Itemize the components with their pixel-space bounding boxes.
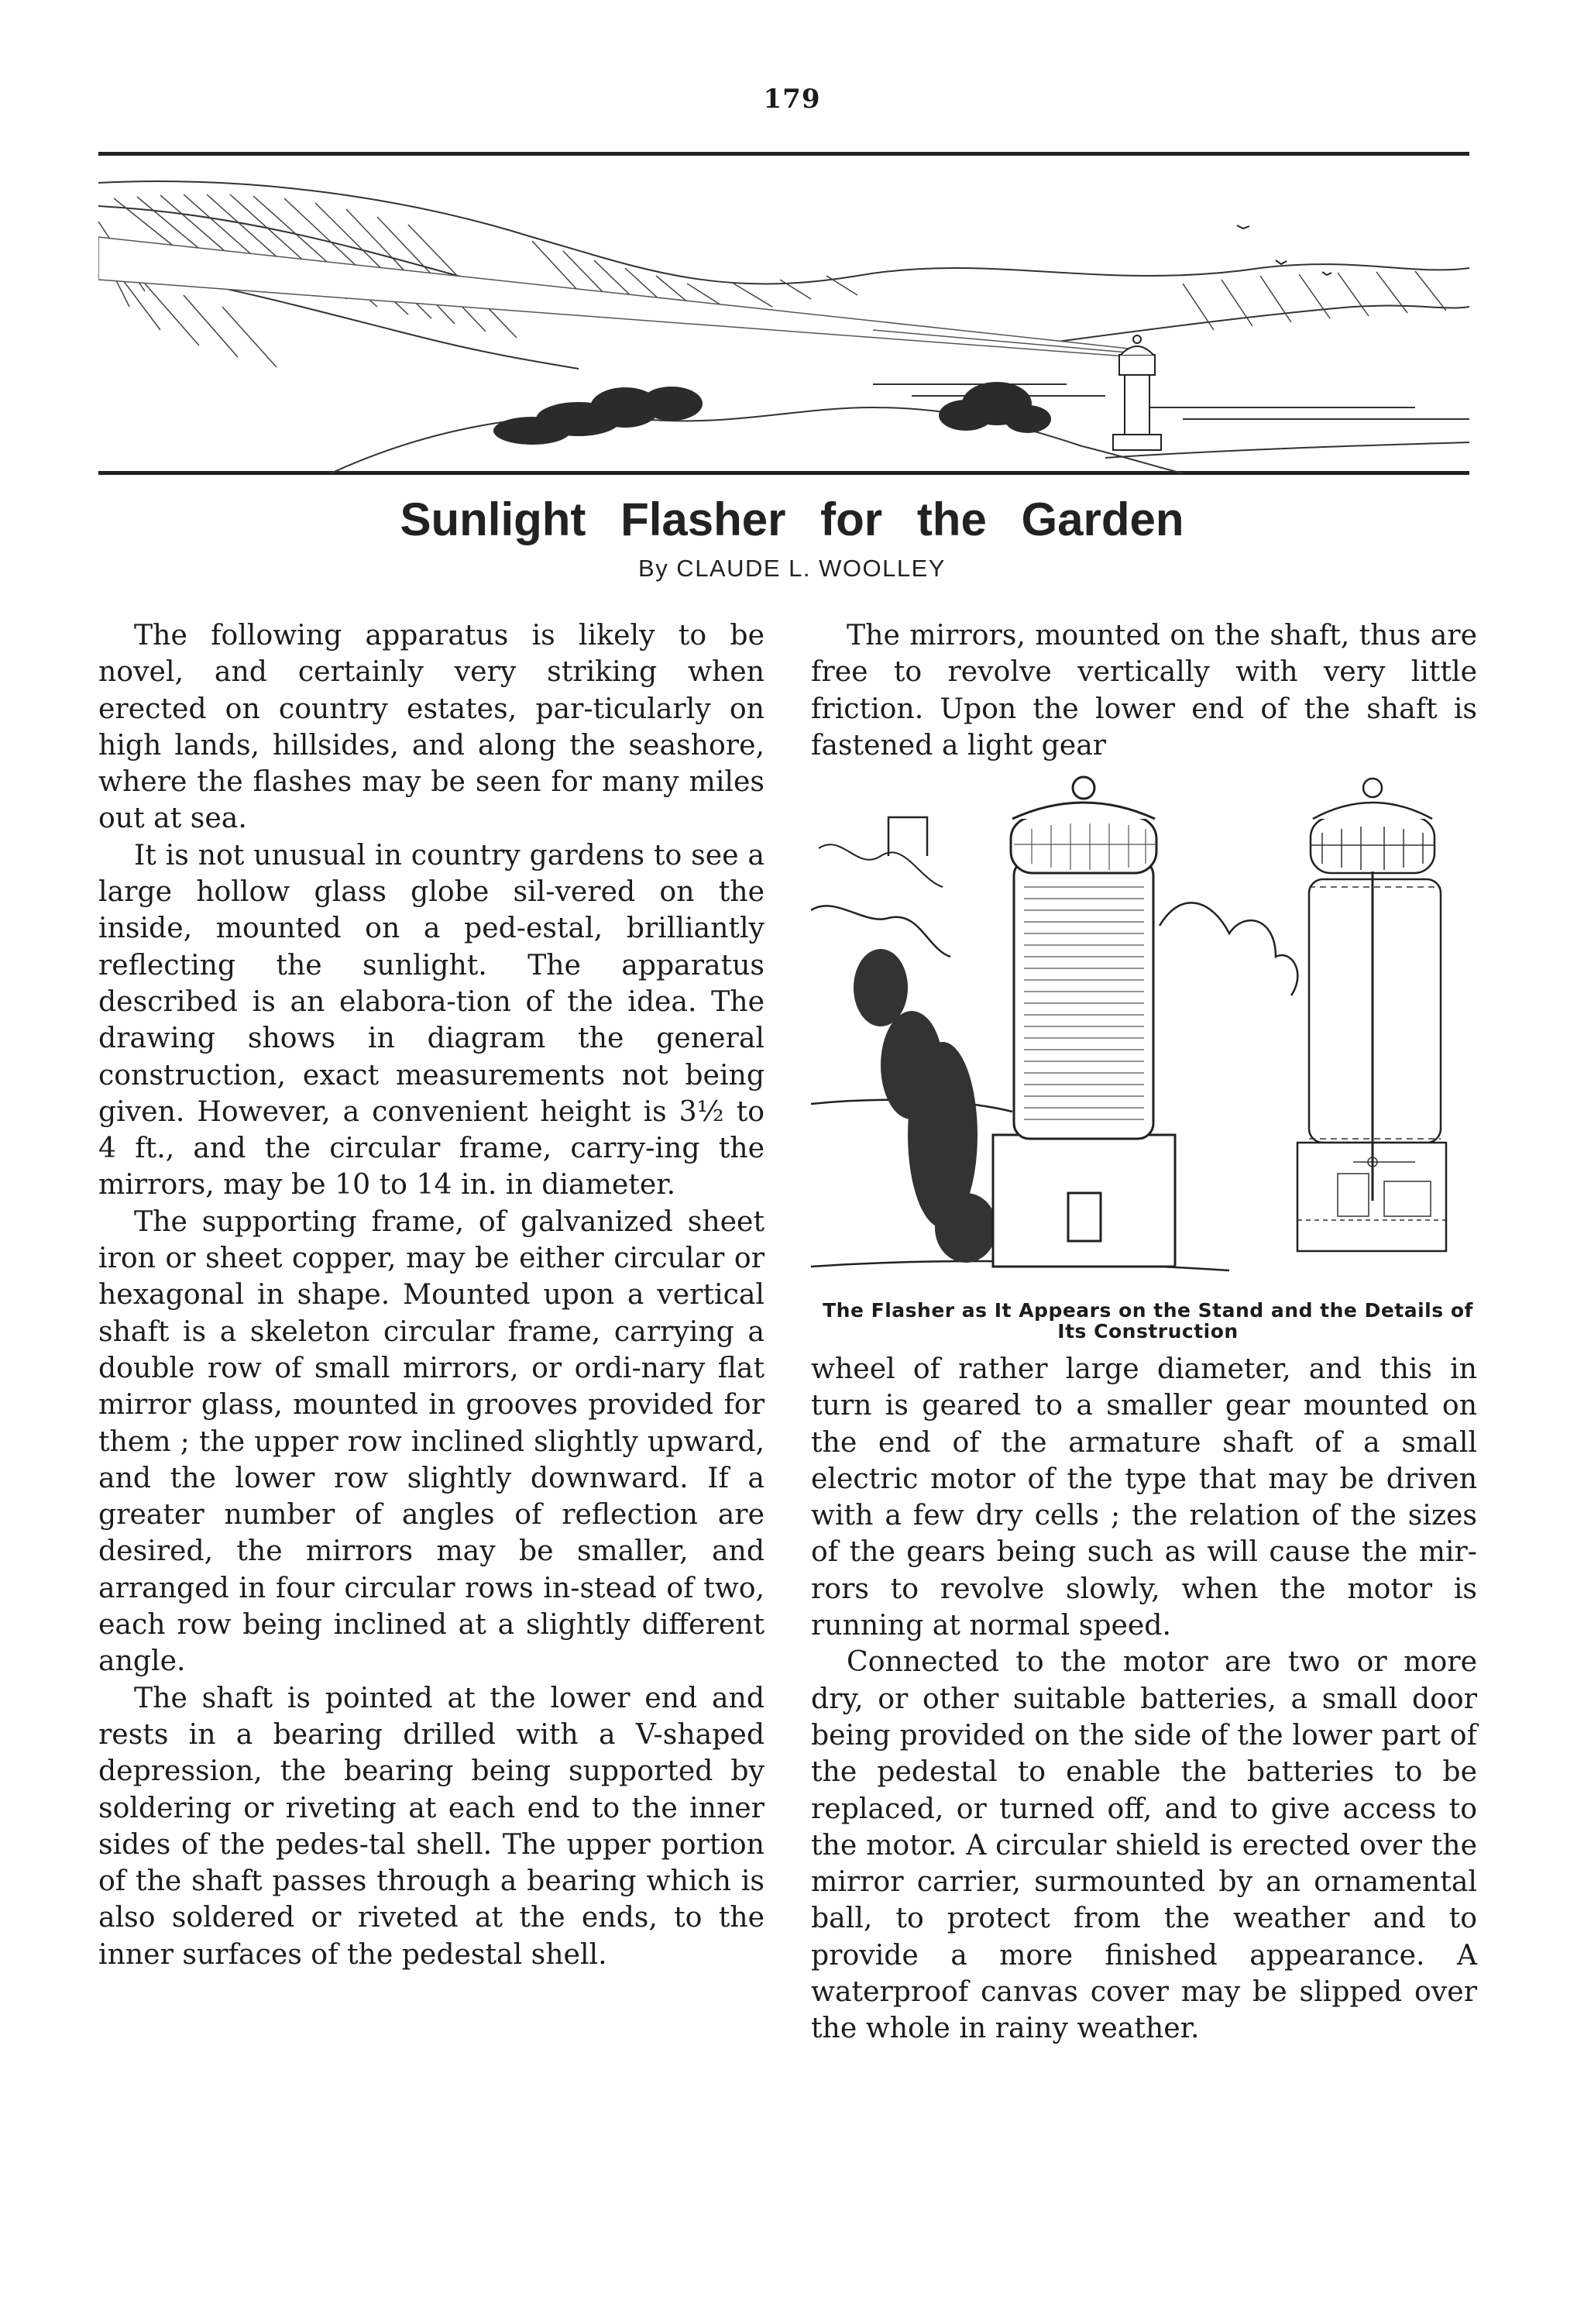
article-byline: By CLAUDE L. WOOLLEY — [638, 555, 946, 582]
paragraph: The supporting frame, of galvanized sheet iron or sheet copper, may be either circular or hexagonal in shape. Mounted upon a vertical shaft is a skeleton circular frame, carrying a double row of small mirrors, or ordi-nary flat mirror glass, mounted in grooves provided for them ; the upper row inclined slightly upward, and the lower row slightly downward. If a greater number of angles of reflection are desired, the mirrors may be smaller, and arranged in four circular rows in-stead of two, each row being inclined at a slightly different angle. — [98, 1204, 765, 1678]
header-landscape-illustration — [98, 152, 1469, 477]
paragraph: wheel of rather large diameter, and this in turn is geared to a smaller gear mounted on the end of the armature shaft of a small electric motor of the type that may be driven with a few dry cells ; the relation of the sizes of the gears being such as will cause the mir-rors to revolve slowly, when the motor is running at normal speed. — [811, 1352, 1477, 1642]
figure-caption: The Flasher as It Appears on the Stand and the Details of Its Construction — [823, 1299, 1473, 1342]
right-column-top — [811, 617, 1477, 763]
flasher-figure-illustration — [811, 771, 1485, 1298]
paragraph: The following apparatus is likely to be novel, and certainly very striking when erected on country estates, par-ticularly on high lands, hillsides, and along the seashore, where the flashes may be seen for many miles out at sea. — [98, 618, 765, 835]
article-title: Sunlight Flasher for the Garden — [400, 493, 1184, 545]
right-column-bottom — [811, 1350, 1477, 2047]
left-column — [98, 617, 765, 1972]
paragraph: The mirrors, mounted on the shaft, thus are free to revolve vertically with very little friction. Upon the lower end of the shaft is fastened a light gear — [811, 618, 1477, 761]
page-number: 179 — [763, 84, 821, 115]
paragraph: The shaft is pointed at the lower end and rests in a bearing drilled with a V-shaped depression, the bearing being supported by soldering or riveting at each end to the inner sides of the pedes-tal shell. The upper portion of the shaft passes through a bearing which is also soldered or riveted at the ends, to the inner surfaces of the pedestal shell. — [98, 1680, 765, 1971]
paragraph: Connected to the motor are two or more dry, or other suitable batteries, a small door being provided on the side of the lower part of the pedestal to enable the batteries to be replaced, or turned off, and to give access to the motor. A circular shield is erected over the mirror carrier, surmounted by an ornamental ball, to protect from the weather and to provide a more finished appearance. A waterproof canvas cover may be slipped over the whole in rainy weather. — [811, 1645, 1477, 2045]
paragraph: It is not unusual in country gardens to see a large hollow glass globe sil-vered on the inside, mounted on a ped-estal, brilliantly reflecting the sunlight. The apparatus described is an elabora-tion of the idea. The drawing shows in diagram the general construction, exact measurements not being given. However, a convenient height is 3½ to 4 ft., and the circular frame, carry-ing the mirrors, may be 10 to 14 in. in diameter. — [98, 837, 765, 1202]
